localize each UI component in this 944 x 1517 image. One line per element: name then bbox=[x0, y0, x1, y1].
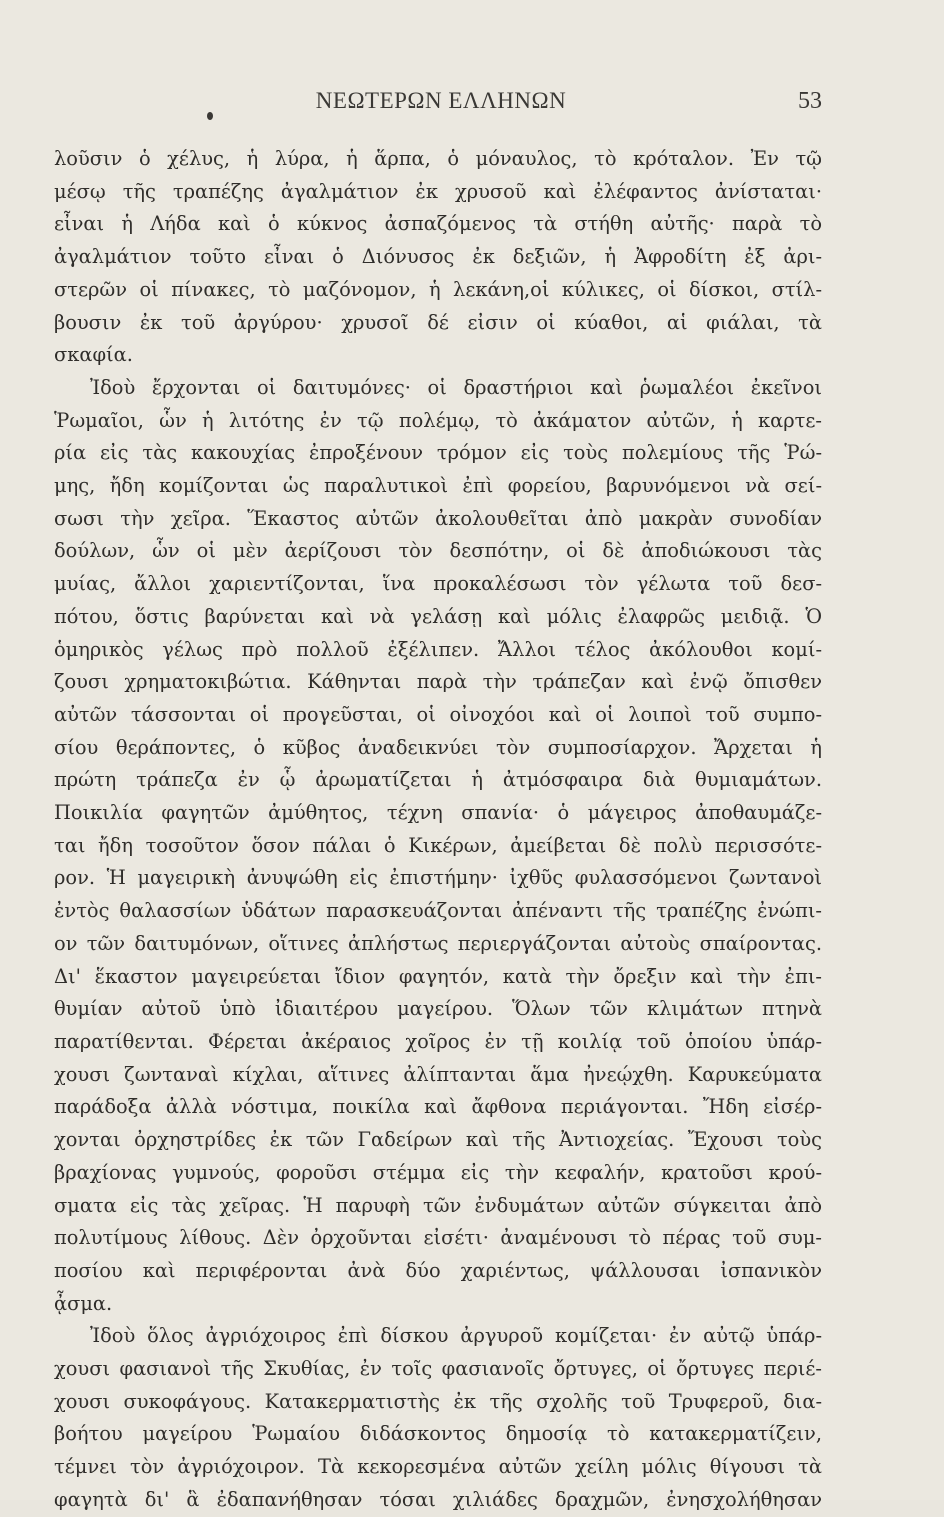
text-line: ρον. Ἡ μαγειρικὴ ἀνυψώθη εἰς ἐπιστήμην· ἰχθῦς φυλασσόμενοι ζωντανοὶ bbox=[54, 866, 822, 890]
text-line: πρώτη τράπεζα ἐν ᾧ ἀρωματίζεται ἡ ἀτμόσφαιρα διὰ θυμιαμάτων. bbox=[54, 768, 822, 792]
text-line: εἶναι ἡ Λήδα καὶ ὁ κύκνος ἀσπαζόμενος τὰ στήθη αὐτῆς· παρὰ τὸ bbox=[54, 212, 822, 236]
text-line: ἐντὸς θαλασσίων ὑδάτων παρασκευάζονται ἀπέναντι τῆς τραπέζης ἐνώπι- bbox=[54, 899, 822, 923]
text-line: βοήτου μαγείρου Ῥωμαίου διδάσκοντος δημοσίᾳ τὸ κατακερματίζειν, bbox=[54, 1422, 822, 1446]
text-line: βραχίονας γυμνούς, φοροῦσι στέμμα εἰς τὴν κεφαλήν, κρατοῦσι κρού- bbox=[54, 1160, 822, 1184]
text-line: χουσι φασιανοὶ τῆς Σκυθίας, ἐν τοῖς φασιανοῖς ὄρτυγες, οἱ ὄρτυγες περιέ- bbox=[54, 1357, 822, 1381]
text-line: σκαφία. bbox=[54, 343, 133, 367]
text-line: χονται ὀρχηστρίδες ἐκ τῶν Γαδείρων καὶ τῆς Ἀντιοχείας. Ἔχουσι τοὺς bbox=[54, 1128, 822, 1152]
text-line: χουσι συκοφάγους. Κατακερματιστὴς ἐκ τῆς σχολῆς τοῦ Τρυφεροῦ, δια- bbox=[54, 1389, 822, 1413]
text-line: δούλων, ὧν οἱ μὲν ἀερίζουσι τὸν δεσπότην, οἱ δὲ ἀποδιώκουσι τὰς bbox=[54, 539, 822, 563]
text-line: πότου, ὅστις βαρύνεται καὶ νὰ γελάσῃ καὶ μόλις ἐλαφρῶς μειδιᾷ. Ὁ bbox=[54, 604, 822, 628]
text-line: μης, ἤδη κομίζονται ὡς παραλυτικοὶ ἐπὶ φορείου, βαρυνόμενοι νὰ σεί- bbox=[54, 474, 822, 498]
text-line: στερῶν οἱ πίνακες, τὸ μαζόνομον, ἡ λεκάνη,οἱ κύλικες, οἱ δίσκοι, στίλ- bbox=[54, 277, 822, 301]
text-line: ᾆσμα. bbox=[54, 1291, 113, 1315]
text-line: σματα εἰς τὰς χεῖρας. Ἡ παρυφὴ τῶν ἐνδυμάτων αὐτῶν σύγκειται ἀπὸ bbox=[54, 1193, 822, 1217]
text-line: Ῥωμαῖοι, ὧν ἡ λιτότης ἐν τῷ πολέμῳ, τὸ ἀκάματον αὐτῶν, ἡ καρτε- bbox=[54, 408, 822, 432]
text-line: θυμίαν αὐτοῦ ὑπὸ ἰδιαιτέρου μαγείρου. Ὅλων τῶν κλιμάτων πτηνὰ bbox=[54, 997, 822, 1021]
page-header bbox=[60, 88, 822, 124]
text-line: παράδοξα ἀλλὰ νόστιμα, ποικίλα καὶ ἄφθονα περιάγονται. Ἤδη εἰσέρ- bbox=[54, 1095, 822, 1119]
ink-mark bbox=[207, 112, 213, 120]
text-line: παρατίθενται. Φέρεται ἀκέραιος χοῖρος ἐν τῇ κοιλίᾳ τοῦ ὁποίου ὑπάρ- bbox=[54, 1029, 822, 1053]
page-number: 53 bbox=[798, 88, 822, 114]
text-line: ποσίου καὶ περιφέρονται ἀνὰ δύο χαριέντως, ψάλλουσαι ἰσπανικὸν bbox=[54, 1258, 822, 1282]
text-line: ζουσι χρηματοκιβώτια. Κάθηνται παρὰ τὴν τράπεζαν καὶ ἐνῷ ὄπισθεν bbox=[54, 670, 822, 694]
text-line: μυίας, ἄλλοι χαριεντίζονται, ἵνα προκαλέσωσι τὸν γέλωτα τοῦ δεσ- bbox=[54, 572, 822, 596]
text-line: ρία εἰς τὰς κακουχίας ἐπροξένουν τρόμον εἰς τοὺς πολεμίους τῆς Ῥώ- bbox=[54, 441, 822, 465]
text-line: ται ἤδη τοσοῦτον ὅσον πάλαι ὁ Κικέρων, ἀμείβεται δὲ πολὺ περισσότε- bbox=[54, 833, 822, 857]
text-line: φαγητὰ δι' ἃ ἐδαπανήθησαν τόσαι χιλιάδες δραχμῶν, ἐνησχολήθησαν bbox=[54, 1487, 822, 1511]
text-line: αὐτῶν τάσσονται οἱ προγεῦσται, οἱ οἰνοχόοι καὶ οἱ λοιποὶ τοῦ συμπο- bbox=[54, 702, 822, 726]
paragraph-first-line: Ἰδοὺ ὅλος ἀγριόχοιρος ἐπὶ δίσκου ἀργυροῦ κομίζεται· ἐν αὐτῷ ὑπάρ- bbox=[90, 1324, 822, 1348]
text-line: ἀγαλμάτιον τοῦτο εἶναι ὁ Διόνυσος ἐκ δεξιῶν, ἡ Ἀφροδίτη ἐξ ἀρι- bbox=[54, 245, 822, 269]
text-line: πολυτίμους λίθους. Δὲν ὀρχοῦνται εἰσέτι· ἀναμένουσι τὸ πέρας τοῦ συμ- bbox=[54, 1226, 822, 1250]
text-line: βουσιν ἐκ τοῦ ἀργύρου· χρυσοῖ δέ εἰσιν οἱ κύαθοι, αἱ φιάλαι, τὰ bbox=[54, 310, 822, 334]
text-line: τέμνει τὸν ἀγριόχοιρον. Τὰ κεκορεσμένα αὐτῶν χείλη μόλις θίγουσι τὰ bbox=[54, 1455, 822, 1479]
text-line: χουσι ζωνταναὶ κίχλαι, αἵτινες ἀλίπτανται ἅμα ἠνεῴχθη. Καρυκεύματα bbox=[54, 1062, 822, 1086]
text-line: Δι' ἕκαστον μαγειρεύεται ἴδιον φαγητόν, κατὰ τὴν ὄρεξιν καὶ τὴν ἐπι- bbox=[54, 964, 822, 988]
paragraph-first-line: Ἰδοὺ ἔρχονται οἱ δαιτυμόνες· οἱ δραστήριοι καὶ ῥωμαλέοι ἐκεῖνοι bbox=[90, 375, 822, 399]
body-text bbox=[54, 143, 822, 1517]
text-line: ὁμηρικὸς γέλως πρὸ πολλοῦ ἐξέλιπεν. Ἄλλοι τέλος ἀκόλουθοι κομί- bbox=[54, 637, 822, 661]
text-line: σωσι τὴν χεῖρα. Ἕκαστος αὐτῶν ἀκολουθεῖται ἀπὸ μακρὰν συνοδίαν bbox=[54, 506, 822, 530]
running-head: ΝΕΩΤΕΡΩΝ ΕΛΛΗΝΩΝ bbox=[315, 88, 567, 113]
text-line: σίου θεράποντες, ὁ κῦβος ἀναδεικνύει τὸν συμποσίαρχον. Ἄρχεται ἡ bbox=[54, 735, 822, 759]
text-line: μέσῳ τῆς τραπέζης ἀγαλμάτιον ἐκ χρυσοῦ καὶ ἐλέφαντος ἀνίσταται· bbox=[54, 179, 822, 203]
text-line: Ποικιλία φαγητῶν ἀμύθητος, τέχνη σπανία· ὁ μάγειρος ἀποθαυμάζε- bbox=[54, 801, 822, 825]
text-line: ον τῶν δαιτυμόνων, οἵτινες ἀπλήστως περιεργάζονται αὐτοὺς σπαίροντας. bbox=[54, 931, 822, 955]
text-line: λοῦσιν ὁ χέλυς, ἡ λύρα, ἡ ἅρπα, ὁ μόναυλος, τὸ κρόταλον. Ἐν τῷ bbox=[54, 147, 822, 170]
